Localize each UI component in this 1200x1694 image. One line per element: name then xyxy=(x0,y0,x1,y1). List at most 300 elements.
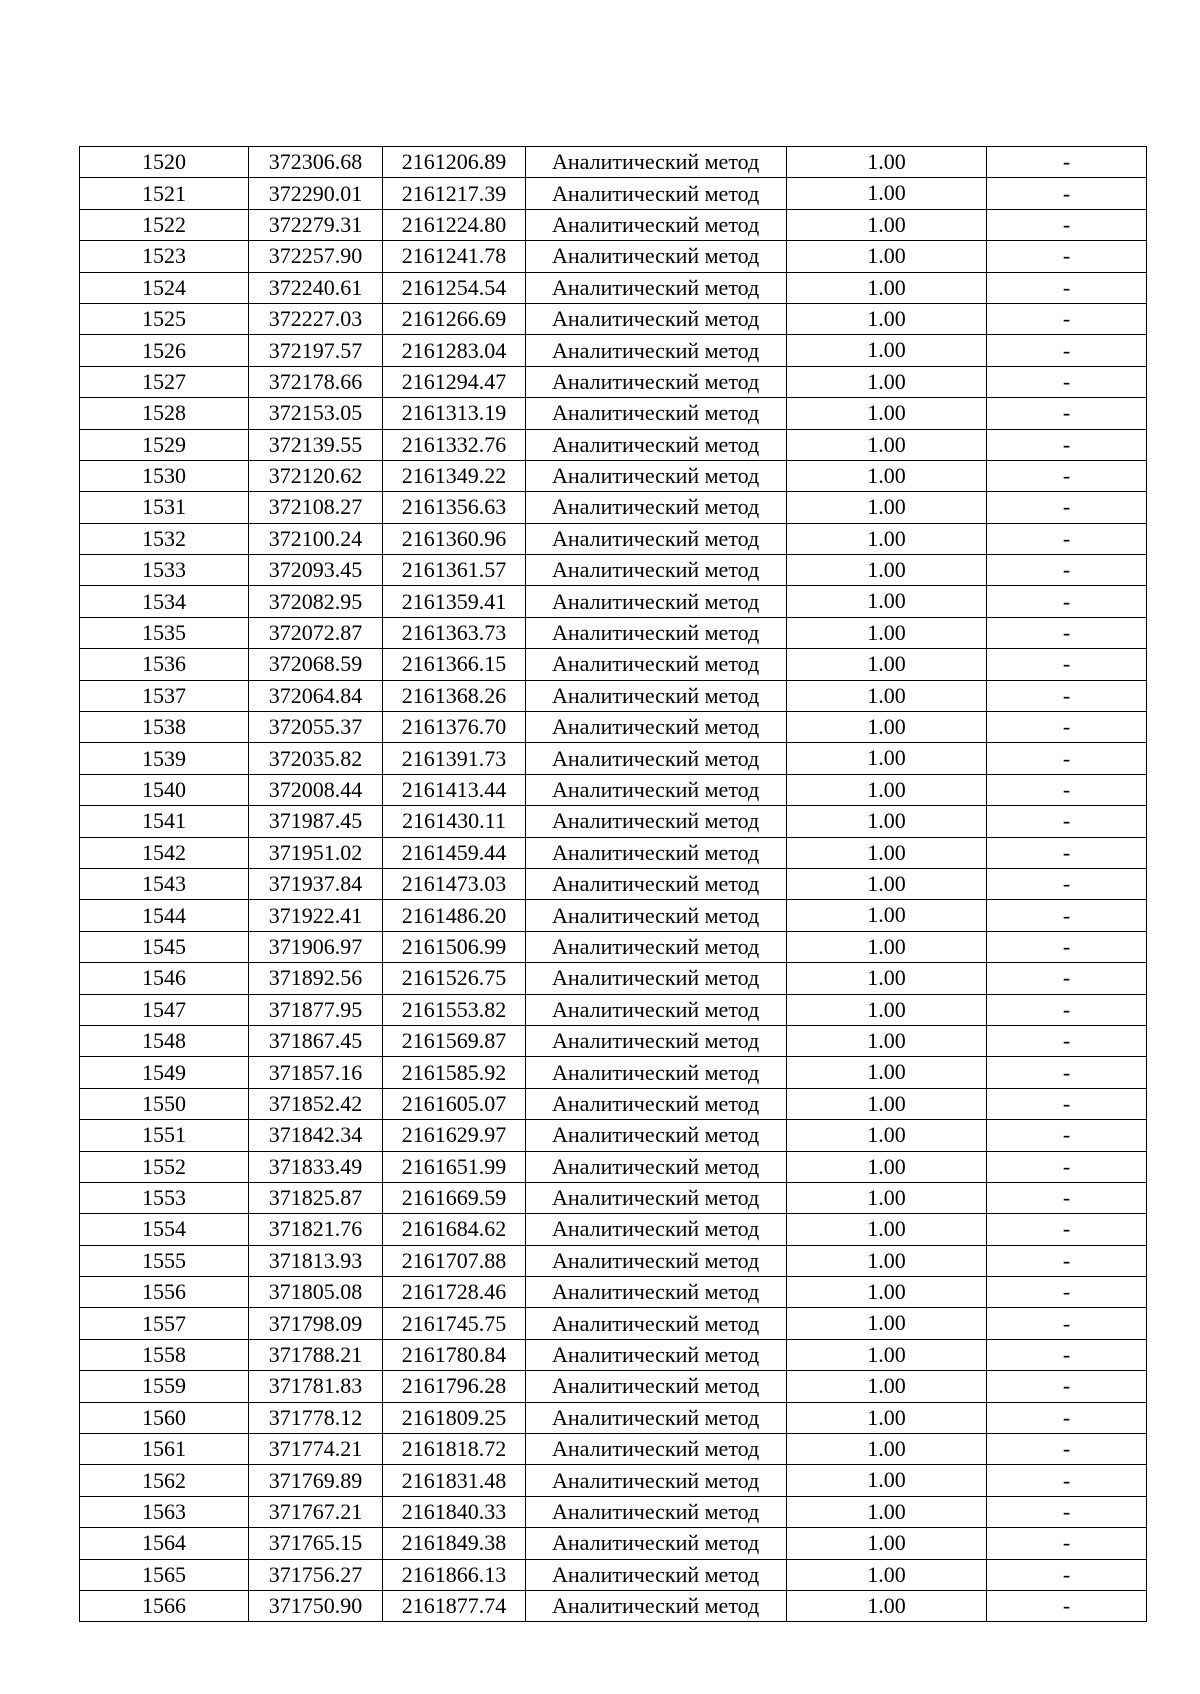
point-number-cell: 1535 xyxy=(80,617,249,648)
y-coordinate-cell: 2161877.74 xyxy=(383,1590,526,1621)
description-cell: - xyxy=(987,555,1147,586)
method-cell: Аналитический метод xyxy=(526,1496,787,1527)
point-number-cell: 1565 xyxy=(80,1559,249,1590)
table-row xyxy=(80,1120,1147,1151)
description-cell: - xyxy=(987,1496,1147,1527)
method-cell: Аналитический метод xyxy=(526,837,787,868)
accuracy-cell: 1.00 xyxy=(787,241,987,272)
description-cell: - xyxy=(987,272,1147,303)
point-number-cell: 1547 xyxy=(80,994,249,1025)
description-cell: - xyxy=(987,1120,1147,1151)
x-coordinate-cell: 371769.89 xyxy=(249,1465,383,1496)
table-row xyxy=(80,806,1147,837)
table-row xyxy=(80,1402,1147,1433)
accuracy-cell: 1.00 xyxy=(787,1057,987,1088)
table-row xyxy=(80,1214,1147,1245)
accuracy-cell: 1.00 xyxy=(787,1088,987,1119)
accuracy-cell: 1.00 xyxy=(787,1559,987,1590)
y-coordinate-cell: 2161849.38 xyxy=(383,1528,526,1559)
x-coordinate-cell: 372093.45 xyxy=(249,555,383,586)
accuracy-cell: 1.00 xyxy=(787,1528,987,1559)
point-number-cell: 1563 xyxy=(80,1496,249,1527)
description-cell: - xyxy=(987,1025,1147,1056)
y-coordinate-cell: 2161526.75 xyxy=(383,963,526,994)
x-coordinate-cell: 371765.15 xyxy=(249,1528,383,1559)
y-coordinate-cell: 2161684.62 xyxy=(383,1214,526,1245)
point-number-cell: 1522 xyxy=(80,209,249,240)
description-cell: - xyxy=(987,523,1147,554)
x-coordinate-cell: 372035.82 xyxy=(249,743,383,774)
x-coordinate-cell: 372306.68 xyxy=(249,147,383,178)
table-row xyxy=(80,1559,1147,1590)
method-cell: Аналитический метод xyxy=(526,1277,787,1308)
table-row xyxy=(80,209,1147,240)
point-number-cell: 1541 xyxy=(80,806,249,837)
y-coordinate-cell: 2161707.88 xyxy=(383,1245,526,1276)
method-cell: Аналитический метод xyxy=(526,1308,787,1339)
description-cell: - xyxy=(987,774,1147,805)
method-cell: Аналитический метод xyxy=(526,712,787,743)
x-coordinate-cell: 371906.97 xyxy=(249,931,383,962)
y-coordinate-cell: 2161366.15 xyxy=(383,649,526,680)
method-cell: Аналитический метод xyxy=(526,335,787,366)
accuracy-cell: 1.00 xyxy=(787,900,987,931)
y-coordinate-cell: 2161473.03 xyxy=(383,868,526,899)
accuracy-cell: 1.00 xyxy=(787,1465,987,1496)
point-number-cell: 1544 xyxy=(80,900,249,931)
point-number-cell: 1561 xyxy=(80,1434,249,1465)
table-row xyxy=(80,1245,1147,1276)
x-coordinate-cell: 371833.49 xyxy=(249,1151,383,1182)
accuracy-cell: 1.00 xyxy=(787,1277,987,1308)
point-number-cell: 1562 xyxy=(80,1465,249,1496)
description-cell: - xyxy=(987,492,1147,523)
point-number-cell: 1556 xyxy=(80,1277,249,1308)
point-number-cell: 1521 xyxy=(80,178,249,209)
y-coordinate-cell: 2161605.07 xyxy=(383,1088,526,1119)
point-number-cell: 1552 xyxy=(80,1151,249,1182)
x-coordinate-cell: 372082.95 xyxy=(249,586,383,617)
method-cell: Аналитический метод xyxy=(526,1434,787,1465)
y-coordinate-cell: 2161728.46 xyxy=(383,1277,526,1308)
method-cell: Аналитический метод xyxy=(526,555,787,586)
accuracy-cell: 1.00 xyxy=(787,1025,987,1056)
y-coordinate-cell: 2161360.96 xyxy=(383,523,526,554)
point-number-cell: 1557 xyxy=(80,1308,249,1339)
accuracy-cell: 1.00 xyxy=(787,963,987,994)
y-coordinate-cell: 2161780.84 xyxy=(383,1339,526,1370)
accuracy-cell: 1.00 xyxy=(787,680,987,711)
accuracy-cell: 1.00 xyxy=(787,272,987,303)
x-coordinate-cell: 371857.16 xyxy=(249,1057,383,1088)
x-coordinate-cell: 371937.84 xyxy=(249,868,383,899)
description-cell: - xyxy=(987,1371,1147,1402)
point-number-cell: 1525 xyxy=(80,303,249,334)
description-cell: - xyxy=(987,1057,1147,1088)
y-coordinate-cell: 2161831.48 xyxy=(383,1465,526,1496)
y-coordinate-cell: 2161745.75 xyxy=(383,1308,526,1339)
x-coordinate-cell: 371842.34 xyxy=(249,1120,383,1151)
table-row xyxy=(80,335,1147,366)
y-coordinate-cell: 2161430.11 xyxy=(383,806,526,837)
point-number-cell: 1533 xyxy=(80,555,249,586)
accuracy-cell: 1.00 xyxy=(787,178,987,209)
accuracy-cell: 1.00 xyxy=(787,1214,987,1245)
x-coordinate-cell: 371798.09 xyxy=(249,1308,383,1339)
y-coordinate-cell: 2161266.69 xyxy=(383,303,526,334)
description-cell: - xyxy=(987,398,1147,429)
x-coordinate-cell: 372064.84 xyxy=(249,680,383,711)
y-coordinate-cell: 2161809.25 xyxy=(383,1402,526,1433)
accuracy-cell: 1.00 xyxy=(787,1402,987,1433)
x-coordinate-cell: 371821.76 xyxy=(249,1214,383,1245)
description-cell: - xyxy=(987,335,1147,366)
y-coordinate-cell: 2161651.99 xyxy=(383,1151,526,1182)
table-row xyxy=(80,429,1147,460)
y-coordinate-cell: 2161224.80 xyxy=(383,209,526,240)
table-row xyxy=(80,868,1147,899)
accuracy-cell: 1.00 xyxy=(787,303,987,334)
table-row xyxy=(80,1371,1147,1402)
y-coordinate-cell: 2161866.13 xyxy=(383,1559,526,1590)
point-number-cell: 1540 xyxy=(80,774,249,805)
point-number-cell: 1566 xyxy=(80,1590,249,1621)
accuracy-cell: 1.00 xyxy=(787,1245,987,1276)
method-cell: Аналитический метод xyxy=(526,429,787,460)
table-row xyxy=(80,241,1147,272)
method-cell: Аналитический метод xyxy=(526,994,787,1025)
description-cell: - xyxy=(987,1339,1147,1370)
accuracy-cell: 1.00 xyxy=(787,931,987,962)
accuracy-cell: 1.00 xyxy=(787,1308,987,1339)
description-cell: - xyxy=(987,900,1147,931)
y-coordinate-cell: 2161796.28 xyxy=(383,1371,526,1402)
accuracy-cell: 1.00 xyxy=(787,806,987,837)
method-cell: Аналитический метод xyxy=(526,868,787,899)
description-cell: - xyxy=(987,743,1147,774)
description-cell: - xyxy=(987,1245,1147,1276)
table-row xyxy=(80,1151,1147,1182)
accuracy-cell: 1.00 xyxy=(787,1434,987,1465)
table-row xyxy=(80,994,1147,1025)
x-coordinate-cell: 372055.37 xyxy=(249,712,383,743)
y-coordinate-cell: 2161376.70 xyxy=(383,712,526,743)
y-coordinate-cell: 2161361.57 xyxy=(383,555,526,586)
description-cell: - xyxy=(987,1590,1147,1621)
accuracy-cell: 1.00 xyxy=(787,868,987,899)
point-number-cell: 1536 xyxy=(80,649,249,680)
method-cell: Аналитический метод xyxy=(526,586,787,617)
point-number-cell: 1523 xyxy=(80,241,249,272)
point-number-cell: 1559 xyxy=(80,1371,249,1402)
table-row xyxy=(80,272,1147,303)
description-cell: - xyxy=(987,649,1147,680)
table-row xyxy=(80,931,1147,962)
table-row xyxy=(80,774,1147,805)
method-cell: Аналитический метод xyxy=(526,1371,787,1402)
y-coordinate-cell: 2161413.44 xyxy=(383,774,526,805)
y-coordinate-cell: 2161569.87 xyxy=(383,1025,526,1056)
table-row xyxy=(80,963,1147,994)
table-row xyxy=(80,1057,1147,1088)
point-number-cell: 1548 xyxy=(80,1025,249,1056)
description-cell: - xyxy=(987,1465,1147,1496)
table-row xyxy=(80,712,1147,743)
point-number-cell: 1528 xyxy=(80,398,249,429)
method-cell: Аналитический метод xyxy=(526,209,787,240)
method-cell: Аналитический метод xyxy=(526,743,787,774)
table-row xyxy=(80,147,1147,178)
method-cell: Аналитический метод xyxy=(526,1402,787,1433)
y-coordinate-cell: 2161553.82 xyxy=(383,994,526,1025)
method-cell: Аналитический метод xyxy=(526,241,787,272)
method-cell: Аналитический метод xyxy=(526,1590,787,1621)
point-number-cell: 1564 xyxy=(80,1528,249,1559)
point-number-cell: 1527 xyxy=(80,366,249,397)
point-number-cell: 1553 xyxy=(80,1182,249,1213)
x-coordinate-cell: 372100.24 xyxy=(249,523,383,554)
y-coordinate-cell: 2161669.59 xyxy=(383,1182,526,1213)
x-coordinate-cell: 372072.87 xyxy=(249,617,383,648)
point-number-cell: 1539 xyxy=(80,743,249,774)
x-coordinate-cell: 371892.56 xyxy=(249,963,383,994)
method-cell: Аналитический метод xyxy=(526,680,787,711)
y-coordinate-cell: 2161294.47 xyxy=(383,366,526,397)
y-coordinate-cell: 2161818.72 xyxy=(383,1434,526,1465)
y-coordinate-cell: 2161459.44 xyxy=(383,837,526,868)
description-cell: - xyxy=(987,1308,1147,1339)
point-number-cell: 1542 xyxy=(80,837,249,868)
y-coordinate-cell: 2161486.20 xyxy=(383,900,526,931)
description-cell: - xyxy=(987,868,1147,899)
accuracy-cell: 1.00 xyxy=(787,1182,987,1213)
point-number-cell: 1551 xyxy=(80,1120,249,1151)
description-cell: - xyxy=(987,366,1147,397)
description-cell: - xyxy=(987,1559,1147,1590)
accuracy-cell: 1.00 xyxy=(787,429,987,460)
table-row xyxy=(80,492,1147,523)
table-row xyxy=(80,837,1147,868)
method-cell: Аналитический метод xyxy=(526,1465,787,1496)
y-coordinate-cell: 2161283.04 xyxy=(383,335,526,366)
method-cell: Аналитический метод xyxy=(526,806,787,837)
y-coordinate-cell: 2161206.89 xyxy=(383,147,526,178)
table-row xyxy=(80,178,1147,209)
accuracy-cell: 1.00 xyxy=(787,712,987,743)
description-cell: - xyxy=(987,712,1147,743)
accuracy-cell: 1.00 xyxy=(787,398,987,429)
accuracy-cell: 1.00 xyxy=(787,994,987,1025)
x-coordinate-cell: 372139.55 xyxy=(249,429,383,460)
method-cell: Аналитический метод xyxy=(526,774,787,805)
method-cell: Аналитический метод xyxy=(526,1528,787,1559)
description-cell: - xyxy=(987,429,1147,460)
table-row xyxy=(80,366,1147,397)
table-row xyxy=(80,1182,1147,1213)
method-cell: Аналитический метод xyxy=(526,1057,787,1088)
y-coordinate-cell: 2161391.73 xyxy=(383,743,526,774)
method-cell: Аналитический метод xyxy=(526,1214,787,1245)
table-row xyxy=(80,900,1147,931)
table-row xyxy=(80,680,1147,711)
x-coordinate-cell: 371767.21 xyxy=(249,1496,383,1527)
x-coordinate-cell: 372108.27 xyxy=(249,492,383,523)
table-row xyxy=(80,743,1147,774)
method-cell: Аналитический метод xyxy=(526,272,787,303)
description-cell: - xyxy=(987,994,1147,1025)
method-cell: Аналитический метод xyxy=(526,1088,787,1119)
accuracy-cell: 1.00 xyxy=(787,649,987,680)
description-cell: - xyxy=(987,1277,1147,1308)
table-row xyxy=(80,1465,1147,1496)
accuracy-cell: 1.00 xyxy=(787,147,987,178)
description-cell: - xyxy=(987,1151,1147,1182)
point-number-cell: 1532 xyxy=(80,523,249,554)
table-body xyxy=(80,147,1147,1622)
point-number-cell: 1545 xyxy=(80,931,249,962)
x-coordinate-cell: 371867.45 xyxy=(249,1025,383,1056)
method-cell: Аналитический метод xyxy=(526,1151,787,1182)
point-number-cell: 1531 xyxy=(80,492,249,523)
x-coordinate-cell: 372120.62 xyxy=(249,460,383,491)
x-coordinate-cell: 372068.59 xyxy=(249,649,383,680)
y-coordinate-cell: 2161585.92 xyxy=(383,1057,526,1088)
y-coordinate-cell: 2161241.78 xyxy=(383,241,526,272)
point-number-cell: 1520 xyxy=(80,147,249,178)
accuracy-cell: 1.00 xyxy=(787,1496,987,1527)
table-row xyxy=(80,303,1147,334)
point-number-cell: 1554 xyxy=(80,1214,249,1245)
method-cell: Аналитический метод xyxy=(526,1339,787,1370)
x-coordinate-cell: 371805.08 xyxy=(249,1277,383,1308)
point-number-cell: 1529 xyxy=(80,429,249,460)
x-coordinate-cell: 371987.45 xyxy=(249,806,383,837)
table-row xyxy=(80,1088,1147,1119)
table-row xyxy=(80,649,1147,680)
description-cell: - xyxy=(987,1434,1147,1465)
accuracy-cell: 1.00 xyxy=(787,366,987,397)
description-cell: - xyxy=(987,1214,1147,1245)
point-number-cell: 1543 xyxy=(80,868,249,899)
description-cell: - xyxy=(987,1088,1147,1119)
table-row xyxy=(80,555,1147,586)
method-cell: Аналитический метод xyxy=(526,303,787,334)
y-coordinate-cell: 2161363.73 xyxy=(383,617,526,648)
method-cell: Аналитический метод xyxy=(526,1120,787,1151)
description-cell: - xyxy=(987,178,1147,209)
description-cell: - xyxy=(987,460,1147,491)
description-cell: - xyxy=(987,147,1147,178)
method-cell: Аналитический метод xyxy=(526,147,787,178)
method-cell: Аналитический метод xyxy=(526,900,787,931)
x-coordinate-cell: 372178.66 xyxy=(249,366,383,397)
y-coordinate-cell: 2161359.41 xyxy=(383,586,526,617)
accuracy-cell: 1.00 xyxy=(787,1339,987,1370)
x-coordinate-cell: 371781.83 xyxy=(249,1371,383,1402)
x-coordinate-cell: 371951.02 xyxy=(249,837,383,868)
accuracy-cell: 1.00 xyxy=(787,586,987,617)
y-coordinate-cell: 2161349.22 xyxy=(383,460,526,491)
point-number-cell: 1526 xyxy=(80,335,249,366)
table-row xyxy=(80,1025,1147,1056)
table-row xyxy=(80,1339,1147,1370)
method-cell: Аналитический метод xyxy=(526,460,787,491)
y-coordinate-cell: 2161368.26 xyxy=(383,680,526,711)
point-number-cell: 1550 xyxy=(80,1088,249,1119)
method-cell: Аналитический метод xyxy=(526,649,787,680)
y-coordinate-cell: 2161840.33 xyxy=(383,1496,526,1527)
table-row xyxy=(80,523,1147,554)
y-coordinate-cell: 2161356.63 xyxy=(383,492,526,523)
x-coordinate-cell: 372240.61 xyxy=(249,272,383,303)
description-cell: - xyxy=(987,806,1147,837)
table-row xyxy=(80,398,1147,429)
x-coordinate-cell: 371750.90 xyxy=(249,1590,383,1621)
description-cell: - xyxy=(987,1528,1147,1559)
accuracy-cell: 1.00 xyxy=(787,774,987,805)
accuracy-cell: 1.00 xyxy=(787,1371,987,1402)
y-coordinate-cell: 2161313.19 xyxy=(383,398,526,429)
x-coordinate-cell: 371756.27 xyxy=(249,1559,383,1590)
table-row xyxy=(80,1496,1147,1527)
point-number-cell: 1549 xyxy=(80,1057,249,1088)
table-row xyxy=(80,1434,1147,1465)
x-coordinate-cell: 371825.87 xyxy=(249,1182,383,1213)
x-coordinate-cell: 372153.05 xyxy=(249,398,383,429)
x-coordinate-cell: 372279.31 xyxy=(249,209,383,240)
y-coordinate-cell: 2161217.39 xyxy=(383,178,526,209)
x-coordinate-cell: 371788.21 xyxy=(249,1339,383,1370)
description-cell: - xyxy=(987,617,1147,648)
x-coordinate-cell: 371852.42 xyxy=(249,1088,383,1119)
description-cell: - xyxy=(987,837,1147,868)
method-cell: Аналитический метод xyxy=(526,398,787,429)
method-cell: Аналитический метод xyxy=(526,1559,787,1590)
table-row xyxy=(80,1277,1147,1308)
method-cell: Аналитический метод xyxy=(526,963,787,994)
method-cell: Аналитический метод xyxy=(526,492,787,523)
y-coordinate-cell: 2161332.76 xyxy=(383,429,526,460)
table-row xyxy=(80,586,1147,617)
method-cell: Аналитический метод xyxy=(526,366,787,397)
point-number-cell: 1534 xyxy=(80,586,249,617)
x-coordinate-cell: 371877.95 xyxy=(249,994,383,1025)
description-cell: - xyxy=(987,1402,1147,1433)
description-cell: - xyxy=(987,680,1147,711)
x-coordinate-cell: 371922.41 xyxy=(249,900,383,931)
accuracy-cell: 1.00 xyxy=(787,837,987,868)
accuracy-cell: 1.00 xyxy=(787,335,987,366)
y-coordinate-cell: 2161254.54 xyxy=(383,272,526,303)
x-coordinate-cell: 372008.44 xyxy=(249,774,383,805)
description-cell: - xyxy=(987,931,1147,962)
x-coordinate-cell: 372227.03 xyxy=(249,303,383,334)
accuracy-cell: 1.00 xyxy=(787,523,987,554)
method-cell: Аналитический метод xyxy=(526,178,787,209)
description-cell: - xyxy=(987,209,1147,240)
point-number-cell: 1558 xyxy=(80,1339,249,1370)
x-coordinate-cell: 372257.90 xyxy=(249,241,383,272)
accuracy-cell: 1.00 xyxy=(787,617,987,648)
accuracy-cell: 1.00 xyxy=(787,555,987,586)
table-row xyxy=(80,1528,1147,1559)
y-coordinate-cell: 2161506.99 xyxy=(383,931,526,962)
point-number-cell: 1537 xyxy=(80,680,249,711)
description-cell: - xyxy=(987,586,1147,617)
accuracy-cell: 1.00 xyxy=(787,460,987,491)
method-cell: Аналитический метод xyxy=(526,1245,787,1276)
description-cell: - xyxy=(987,303,1147,334)
